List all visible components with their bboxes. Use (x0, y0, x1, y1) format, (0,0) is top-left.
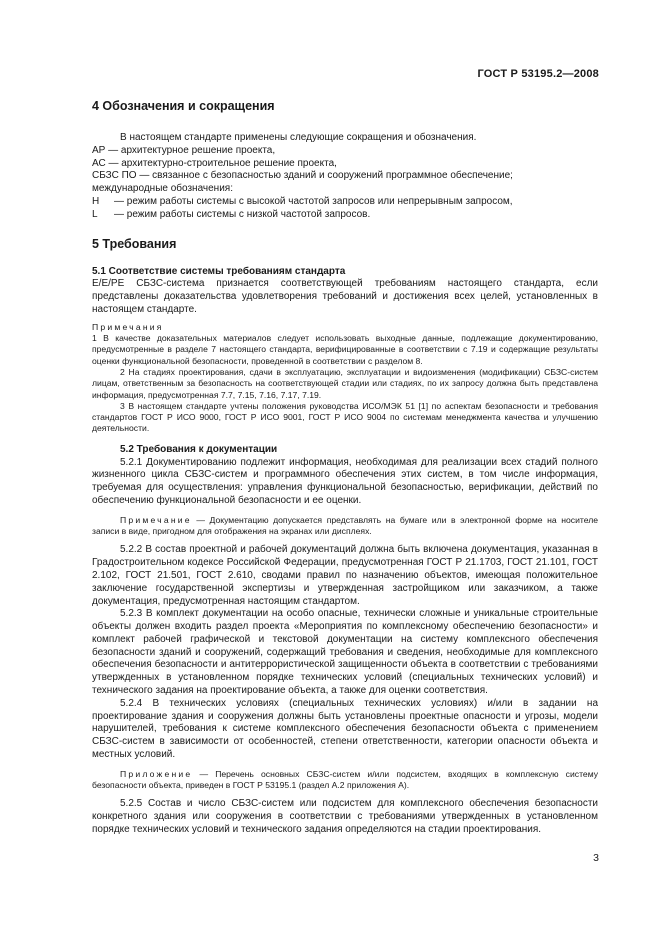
paragraph-5-2-2: 5.2.2 В состав проектной и рабочей документаций должна быть включена документация, указанная в Градостроительном кодексе Российской Федерации, предусмотренная ГОСТ Р 21.1703, ГОСТ 21.101, ГОСТ 2.102, ГОСТ 21.501, ГОСТ 2.610, сводами правил по назначению объектов, имеющая положительное заключение государственной экспертизы и утвержденная застройщиком или заказчиком, а также документация, предусмотренная настоящим стандартом. (92, 544, 598, 607)
abbrev-item-as: АС — архитектурно-строительное решение проекта, (92, 157, 337, 169)
note-text: — Документацию допускается представлять на бумаге или в электронной форме на носителе записи в виде, пригодном для отображения на экранах или дисплеях. (92, 514, 598, 537)
abbrev-item-sbzs-po: СБЗС ПО — связанное с безопасностью зданий и сооружений программное обеспечение; (92, 170, 513, 182)
paragraph-5-2-5: 5.2.5 Состав и число СБЗС-систем или подсистем для комплексного обеспечения безопасности конкретного здания или сооружения в соответствии с требованиями утвержденных в установленном порядке технических условий и технического задания определяются на стадии проектирования. (92, 798, 598, 836)
appendix-text: — Перечень основных СБЗС-систем и/или подсистем, входящих в комплексную систему безопасности объекта, приведен в ГОСТ Р 53195.1 (раздел А.2 приложения А). (92, 768, 598, 791)
intl-term: L (92, 208, 98, 220)
subsection-5-2-heading: 5.2 Требования к документации (120, 443, 278, 455)
subsection-5-1-heading: 5.1 Соответствие системы требованиям стандарта (92, 265, 346, 277)
subsection-5-1-text: Е/Е/РЕ СБЗС-система признается соответствующей требованиям настоящего стандарта, если представлены доказательства удовлетворения требований и достижения всех целей, установленных в настоящем стандарте. (92, 278, 598, 315)
note-3: 3 В настоящем стандарте учтены положения руководства ИСО/МЭК 51 [1] по аспектам безопасности и требования стандартов ГОСТ Р ИСО 9000, ГОСТ Р ИСО 9001, ГОСТ Р ИСО 9004 по системам менеджмента качества и улучшению деятельности. (92, 400, 598, 434)
paragraph-5-2-4: 5.2.4 В технических условиях (специальных технических условиях) и/или в задании на проектирование здания и сооружения должны быть установлены проектные опасности и угрозы, модели нарушителей, требования к системе комплексного обеспечения безопасности объекта с применением СБЗС-систем в зависимости от особенностей, степени ответственности, категории опасности объекта и местных условий. (92, 697, 598, 761)
note-2: 2 На стадиях проектирования, сдачи в эксплуатацию, эксплуатации и видоизменения (модификации) СБЗС-систем лицам, ответственным за безопасность на соответствующей стадии или стадиях, по их запросу должна быть представлена информация, предусмотренная 7.7, 7.15, 7.16, 7.17, 7.19. (92, 366, 598, 400)
page-number: 3 (593, 852, 599, 864)
intl-desc: — режим работы системы с низкой частотой запросов. (114, 208, 371, 220)
abbrev-item-ar: АР — архитектурное решение проекта, (92, 144, 276, 156)
notes-title: Примечания (92, 321, 164, 332)
note-label: Примечание (120, 514, 192, 525)
note-documentation-form (92, 515, 598, 538)
paragraph-5-2-3: 5.2.3 В комплект документации на особо опасные, технически сложные и уникальные строительные объекты должен входить раздел проекта «Мероприятия по комплексному обеспечению безопасности» и комплект рабочей графической и текстовой документации на систему комплексного обеспечения безопасности зданий и сооружений, содержащий требования и сведения, необходимые для комплексного обеспечения безопасности и антитеррористической защищенности объекта в соответствии с требованиями утвержденных в установленном порядке технических условий (специальных технических условий) и технического задания на проектирование объекта, а также для оценки соответствия. (92, 608, 598, 697)
intl-desc: — режим работы системы с высокой частотой запросов или непрерывным запросом, (114, 195, 513, 207)
document-body (92, 92, 598, 837)
intl-item-h (92, 196, 598, 209)
appendix-label: Приложение (120, 768, 193, 779)
section-4-intro: В настоящем стандарте применены следующие сокращения и обозначения. (120, 132, 477, 143)
intl-designations-label: международные обозначения: (92, 183, 233, 195)
section-5-title: 5 Требования (92, 236, 177, 251)
intl-item-l (92, 209, 598, 222)
standard-code-header: ГОСТ Р 53195.2—2008 (477, 68, 599, 80)
note-1: 1 В качестве доказательных материалов следует использовать выходные данные, подлежащие документированию, предусмотренные в разделе 7 настоящего стандарта, верифицированные в соответствии с 7.19 и содержащие результаты оценки функциональной безопасности, проведенной в соответствии с разделом 8. (92, 333, 598, 366)
section-4-title: 4 Обозначения и сокращения (92, 99, 275, 113)
intl-term: Н (92, 195, 100, 207)
paragraph-5-2-1: 5.2.1 Документированию подлежит информация, необходимая для реализации всех стадий полного жизненного цикла СБЗС-систем и программного обеспечения этих систем, в том числе информация, требуемая для осуществления: управления функциональной безопасностью, верификации, действий по обеспечению функциональной безопасности и ее оценки. (92, 456, 598, 506)
appendix-note (92, 769, 598, 792)
